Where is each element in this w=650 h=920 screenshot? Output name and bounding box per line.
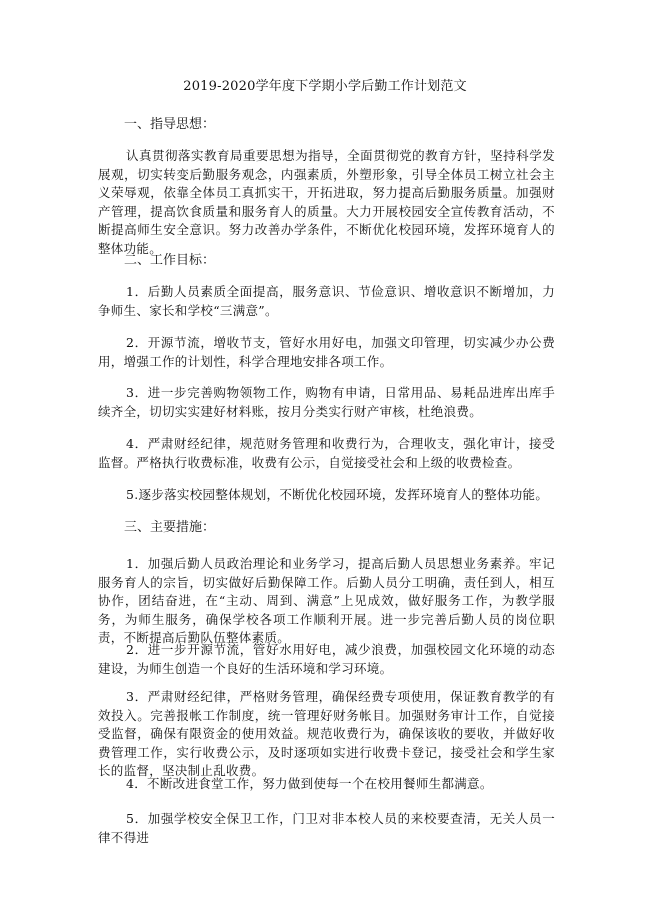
goal-item-4: 4．严肃财经纪律，规范财务管理和收费行为，合理收支，强化审计，接受监督。严格执行收费标准，收费有公示，自觉接受社会和上级的收费检查。 xyxy=(98,436,555,470)
measure-item-5: 5．加强学校安全保卫工作，门卫对非本校人员的来校要查清，无关人员一律不得进 xyxy=(98,811,555,845)
measure-item-2: 2．进一步开源节流，管好水用好电，减少浪费，加强校园文化环境的动态建设，为师生创造一个良好的生活环境和学习环境。 xyxy=(98,642,555,676)
paragraph-guiding-ideology: 认真贯彻落实教育局重要思想为指导，全面贯彻党的教育方针，坚持科学发展观，切实转变后勤服务观念，内强素质，外塑形象，引导全体员工树立社会主义荣辱观，依靠全体员工真抓实干，开拓进取，努力提高后勤服务质量。加强财产管理，提高饮食质量和服务育人的质量。大力开展校园安全宣传教育活动，不断提高师生安全意识。努力改善办学条件，不断优化校园环境，发挥环境育人的整体功能。 xyxy=(98,148,555,256)
section-heading-guiding-ideology: 一、指导思想： xyxy=(124,117,216,132)
document-title: 2019-2020学年度下学期小学后勤工作计划范文 xyxy=(183,79,467,94)
measure-item-1: 1．加强后勤人员政治理论和业务学习，提高后勤人员思想业务素养。牢记服务育人的宗旨，切实做好后勤保障工作。后勤人员分工明确，责任到人，相互协作，团结奋进，在“主动、周到、满意”上见成效，做好服务工作，为教学服务，为师生服务，确保学校各项工作顺利开展。进一步完善后勤人员的岗位职责，不断提高后勤队伍整体素质。 xyxy=(98,556,555,645)
goal-item-2: 2．开源节流，增收节支，管好水用好电，加强文印管理，切实减少办公费用，增强工作的计划性，科学合理地安排各项工作。 xyxy=(98,335,555,369)
measure-item-4: 4．不断改进食堂工作，努力做到使每一个在校用餐师生都满意。 xyxy=(126,776,493,791)
section-heading-main-measures: 三、主要措施： xyxy=(124,520,216,535)
goal-item-1: 1．后勤人员素质全面提高，服务意识、节俭意识、增收意识不断增加，力争师生、家长和学校“三满意”。 xyxy=(98,284,555,318)
goal-item-5: 5.逐步落实校园整体规划，不断优化校园环境，发挥环境育人的整体功能。 xyxy=(126,487,549,502)
measure-item-3: 3．严肃财经纪律，严格财务管理，确保经费专项使用，保证教育教学的有效投入。完善报帐工作制度，统一管理好财务帐目。加强财务审计工作，自觉接受监督，确保有限资金的使用效益。规范收费行为，确保该收的要收，并做好收费管理工作，实行收费公示，及时逐项如实进行收费卡登记，接受社会和学生家长的监督，坚决制止乱收费。 xyxy=(98,689,555,778)
section-heading-work-goals: 二、工作目标： xyxy=(124,253,216,268)
goal-item-3: 3．进一步完善购物领物工作，购物有申请，日常用品、易耗品进库出库手续齐全，切切实实建好材料账，按月分类实行财产审核，杜绝浪费。 xyxy=(98,385,555,419)
